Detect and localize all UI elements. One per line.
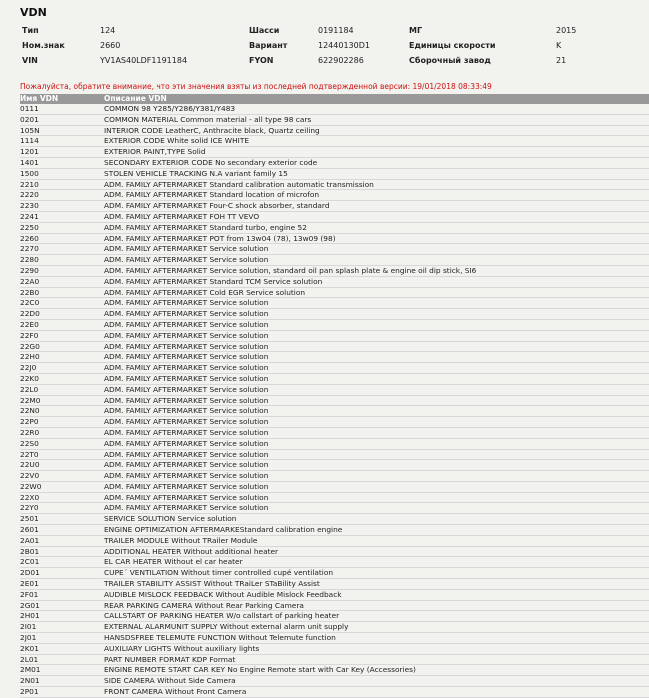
vdn-description: ADM. FAMILY AFTERMARKET Service solution: [104, 341, 269, 351]
table-row: [20, 396, 649, 407]
table-row: [20, 277, 649, 288]
vdn-code: 1500: [20, 168, 39, 178]
vdn-description: SECONDARY EXTERIOR CODE No secondary exterior code: [104, 157, 318, 167]
table-row: [20, 126, 649, 137]
vdn-code: 22K0: [20, 373, 39, 383]
table-row: [20, 590, 649, 601]
vdn-description: AUDIBLE MISLOCK FEEDBACK Without Audible Mislock Feedback: [104, 589, 342, 599]
table-row: [20, 158, 649, 169]
vdn-code: 22V0: [20, 471, 40, 481]
vdn-description: ADDITIONAL HEATER Without additional heater: [104, 546, 279, 556]
table-row: [20, 471, 649, 482]
table-row: [20, 385, 649, 396]
table-row: [20, 255, 649, 266]
table-row: [20, 676, 649, 687]
vdn-description: ADM. FAMILY AFTERMARKET Service solution, standard oil pan splash plate & engine oil dip stick, SI6: [104, 265, 477, 275]
vdn-code: 1401: [20, 157, 39, 167]
vdn-code: 2F01: [20, 589, 39, 599]
vdn-description: ADM. FAMILY AFTERMARKET Service solution: [104, 352, 269, 362]
table-row: [20, 503, 649, 514]
table-row: [20, 568, 649, 579]
table-row: [20, 633, 649, 644]
vdn-description: FRONT CAMERA Without Front Camera: [104, 687, 247, 697]
vdn-description: INTERIOR CODE LeatherC, Anthracite black, Quartz ceiling: [104, 125, 320, 135]
info-value-plant: 21: [556, 56, 567, 65]
vdn-table: [20, 94, 649, 698]
table-row: [20, 536, 649, 547]
info-label-model-year: МГ: [409, 26, 423, 35]
table-row: [20, 514, 649, 525]
table-row: [20, 288, 649, 299]
table-header: [20, 94, 649, 104]
vdn-description: ENGINE OPTIMIZATION AFTERMARKEStandard calibration engine: [104, 525, 343, 535]
vdn-code: 2210: [20, 179, 39, 189]
table-row: [20, 115, 649, 126]
page-title: VDN: [20, 6, 47, 19]
vdn-description: EXTERNAL ALARMUNIT SUPPLY Without external alarm unit supply: [104, 622, 349, 632]
vdn-description: ADM. FAMILY AFTERMARKET Service solution: [104, 330, 269, 340]
version-notice: Пожалуйста, обратите внимание, что эти значения взяты из последней подтвержденной версии: 19/01/2018 08:33:49: [20, 82, 492, 91]
vdn-code: 2H01: [20, 611, 40, 621]
vdn-code: 22J0: [20, 363, 37, 373]
table-row: [20, 579, 649, 590]
vdn-description: ADM. FAMILY AFTERMARKET Service solution: [104, 492, 269, 502]
table-row: [20, 244, 649, 255]
vdn-description: ADM. FAMILY AFTERMARKET Service solution: [104, 309, 269, 319]
vdn-code: 22U0: [20, 460, 40, 470]
table-row: [20, 266, 649, 277]
vdn-description: TRAILER STABILITY ASSIST Without TRaiLer STaBility Assist: [104, 579, 320, 589]
table-row: [20, 557, 649, 568]
vdn-code: 22C0: [20, 298, 40, 308]
vdn-description: ADM. FAMILY AFTERMARKET Service solution: [104, 427, 269, 437]
vdn-code: 0111: [20, 104, 39, 113]
vdn-code: 2K01: [20, 643, 39, 653]
vdn-description: EL CAR HEATER Without el car heater: [104, 557, 243, 567]
vdn-code: 2B01: [20, 546, 40, 556]
vdn-code: 22Y0: [20, 503, 39, 513]
table-row: [20, 320, 649, 331]
table-row: [20, 482, 649, 493]
vdn-code: 22H0: [20, 352, 40, 362]
table-row: [20, 212, 649, 223]
table-row: [20, 417, 649, 428]
vdn-code: 1201: [20, 147, 39, 157]
vdn-code: 2D01: [20, 568, 40, 578]
vdn-code: 22P0: [20, 417, 39, 427]
table-row: [20, 450, 649, 461]
table-row: [20, 331, 649, 342]
vdn-description: CALLSTART OF PARKING HEATER W/o callstart of parking heater: [104, 611, 340, 621]
vdn-description: AUXILIARY LIGHTS Without auxiliary lights: [104, 643, 260, 653]
vdn-code: 22R0: [20, 427, 40, 437]
info-value-variant: 12440130D1: [318, 41, 370, 50]
vdn-description: ADM. FAMILY AFTERMARKET Service solution: [104, 363, 269, 373]
vdn-description: COMMON MATERIAL Common material - all type 98 cars: [104, 114, 312, 124]
table-row: [20, 309, 649, 320]
vdn-code: 22B0: [20, 287, 40, 297]
vdn-description: EXTERIOR PAINT,TYPE Solid: [104, 147, 206, 157]
info-value-model-year: 2015: [556, 26, 577, 35]
vdn-code: 22A0: [20, 276, 40, 286]
vdn-code: 22F0: [20, 330, 39, 340]
vdn-code: 2280: [20, 255, 39, 265]
vdn-description: ADM. FAMILY AFTERMARKET Service solution: [104, 471, 269, 481]
vdn-description: ENGINE REMOTE START CAR KEY No Engine Remote start with Car Key (Accessories): [104, 665, 416, 675]
info-value-speed-units: K: [556, 41, 562, 50]
table-body: [20, 104, 649, 698]
table-row: [20, 201, 649, 212]
table-row: [20, 547, 649, 558]
vdn-code: 22G0: [20, 341, 40, 351]
vdn-description: COMMON 98 Y285/Y286/Y381/Y483: [104, 104, 236, 113]
info-value-fyon: 622902286: [318, 56, 364, 65]
vdn-description: ADM. FAMILY AFTERMARKET Service solution: [104, 373, 269, 383]
vdn-code: 2M01: [20, 665, 41, 675]
vdn-description: ADM. FAMILY AFTERMARKET Standard turbo, engine 52: [104, 222, 307, 232]
info-value-vin: YV1AS40LDF1191184: [100, 56, 188, 65]
vdn-description: ADM. FAMILY AFTERMARKET Service solution: [104, 503, 269, 513]
vdn-code: 2J01: [20, 633, 37, 643]
table-row: [20, 439, 649, 450]
vdn-code: 2A01: [20, 535, 40, 545]
vdn-description: ADM. FAMILY AFTERMARKET Service solution: [104, 319, 269, 329]
vdn-description: ADM. FAMILY AFTERMARKET Service solution: [104, 298, 269, 308]
vdn-code: 22T0: [20, 449, 39, 459]
info-label-fyon: FYON: [249, 56, 274, 65]
vdn-code: 2I01: [20, 622, 37, 632]
table-row: [20, 406, 649, 417]
vdn-description: ADM. FAMILY AFTERMARKET Service solution: [104, 395, 269, 405]
vdn-description: ADM. FAMILY AFTERMARKET Service solution: [104, 255, 269, 265]
table-row: [20, 460, 649, 471]
column-header-vdn-description: Описание VDN: [104, 94, 167, 103]
vdn-code: 2N01: [20, 676, 40, 686]
vdn-code: 2601: [20, 525, 39, 535]
vdn-code: 22L0: [20, 384, 39, 394]
vdn-code: 2501: [20, 514, 39, 524]
vdn-code: 1114: [20, 136, 39, 146]
vdn-code: 22X0: [20, 492, 40, 502]
vdn-description: ADM. FAMILY AFTERMARKET Service solution: [104, 460, 269, 470]
vdn-description: PART NUMBER FORMAT KDP Format: [104, 654, 236, 664]
vdn-code: 2250: [20, 222, 39, 232]
table-row: [20, 363, 649, 374]
info-label-vin: VIN: [22, 56, 38, 65]
vdn-code: 2C01: [20, 557, 40, 567]
vdn-description: SIDE CAMERA Without Side Camera: [104, 676, 236, 686]
vdn-description: ADM. FAMILY AFTERMARKET FOH TT VEVO: [104, 211, 260, 221]
vdn-description: ADM. FAMILY AFTERMARKET Service solution: [104, 244, 269, 254]
table-row: [20, 622, 649, 633]
table-row: [20, 147, 649, 158]
vdn-code: 22S0: [20, 438, 39, 448]
info-label-plant: Сборочный завод: [409, 56, 491, 65]
vdn-code: 22W0: [20, 481, 42, 491]
vdn-description: ADM. FAMILY AFTERMARKET Cold EGR Service solution: [104, 287, 306, 297]
table-row: [20, 665, 649, 676]
vdn-code: 2220: [20, 190, 39, 200]
vdn-description: HANSDSFREE TELEMUTE FUNCTION Without Telemute function: [104, 633, 336, 643]
vdn-description: ADM. FAMILY AFTERMARKET Service solution: [104, 481, 269, 491]
info-label-variant: Вариант: [249, 41, 288, 50]
column-header-vdn-name: Имя VDN: [20, 94, 59, 103]
vdn-code: 2260: [20, 233, 39, 243]
table-row: [20, 644, 649, 655]
vdn-description: ADM. FAMILY AFTERMARKET Standard location of microfon: [104, 190, 320, 200]
table-row: [20, 655, 649, 666]
vdn-code: 2L01: [20, 654, 39, 664]
vdn-description: ADM. FAMILY AFTERMARKET Service solution: [104, 384, 269, 394]
info-row: [0, 24, 649, 39]
vdn-code: 2290: [20, 265, 39, 275]
vdn-description: SERVICE SOLUTION Service solution: [104, 514, 237, 524]
table-row: [20, 374, 649, 385]
vdn-code: 105N: [20, 125, 40, 135]
info-label-speed-units: Единицы скорости: [409, 41, 496, 50]
vdn-code: 22E0: [20, 319, 39, 329]
info-value-chassis: 0191184: [318, 26, 354, 35]
vdn-code: 22N0: [20, 406, 40, 416]
table-row: [20, 169, 649, 180]
info-value-type: 124: [100, 26, 116, 35]
vdn-code: 2P01: [20, 687, 39, 697]
table-row: [20, 298, 649, 309]
table-row: [20, 687, 649, 698]
vdn-description: ADM. FAMILY AFTERMARKET Service solution: [104, 438, 269, 448]
vdn-code: 2241: [20, 211, 39, 221]
vdn-description: EXTERIOR CODE White solid ICE WHITE: [104, 136, 250, 146]
table-row: [20, 136, 649, 147]
table-row: [20, 223, 649, 234]
vdn-code: 2270: [20, 244, 39, 254]
table-row: [20, 180, 649, 191]
table-row: [20, 104, 649, 115]
vdn-description: CUPE´ VENTILATION Without timer controlled cupé ventilation: [104, 568, 334, 578]
vdn-code: 2230: [20, 201, 39, 211]
vdn-code: 2E01: [20, 579, 39, 589]
vdn-description: ADM. FAMILY AFTERMARKET Service solution: [104, 417, 269, 427]
table-row: [20, 601, 649, 612]
vdn-code: 22M0: [20, 395, 41, 405]
vdn-description: REAR PARKING CAMERA Without Rear Parking Camera: [104, 600, 304, 610]
info-row: [0, 39, 649, 54]
vdn-description: TRAILER MODULE Without TRailer Module: [104, 535, 258, 545]
table-row: [20, 611, 649, 622]
table-row: [20, 525, 649, 536]
vehicle-info: [0, 24, 649, 69]
vdn-description: ADM. FAMILY AFTERMARKET Standard calibration automatic transmission: [104, 179, 374, 189]
vdn-description: ADM. FAMILY AFTERMARKET Service solution: [104, 406, 269, 416]
table-row: [20, 342, 649, 353]
info-row: [0, 54, 649, 69]
info-label-plate: Ном.знак: [22, 41, 65, 50]
table-row: [20, 493, 649, 504]
table-row: [20, 190, 649, 201]
table-row: [20, 234, 649, 245]
info-value-plate: 2660: [100, 41, 121, 50]
vdn-code: 0201: [20, 114, 39, 124]
vdn-description: ADM. FAMILY AFTERMARKET Service solution: [104, 449, 269, 459]
vdn-code: 22D0: [20, 309, 40, 319]
vdn-code: 2G01: [20, 600, 40, 610]
table-row: [20, 428, 649, 439]
info-label-type: Тип: [22, 26, 39, 35]
vdn-description: STOLEN VEHICLE TRACKING N.A variant family 15: [104, 168, 288, 178]
vdn-description: ADM. FAMILY AFTERMARKET Standard TCM Service solution: [104, 276, 323, 286]
table-row: [20, 352, 649, 363]
vdn-description: ADM. FAMILY AFTERMARKET POT from 13w04 (78), 13w09 (98): [104, 233, 336, 243]
vdn-description: ADM. FAMILY AFTERMARKET Four-C shock absorber, standard: [104, 201, 330, 211]
info-label-chassis: Шасси: [249, 26, 280, 35]
